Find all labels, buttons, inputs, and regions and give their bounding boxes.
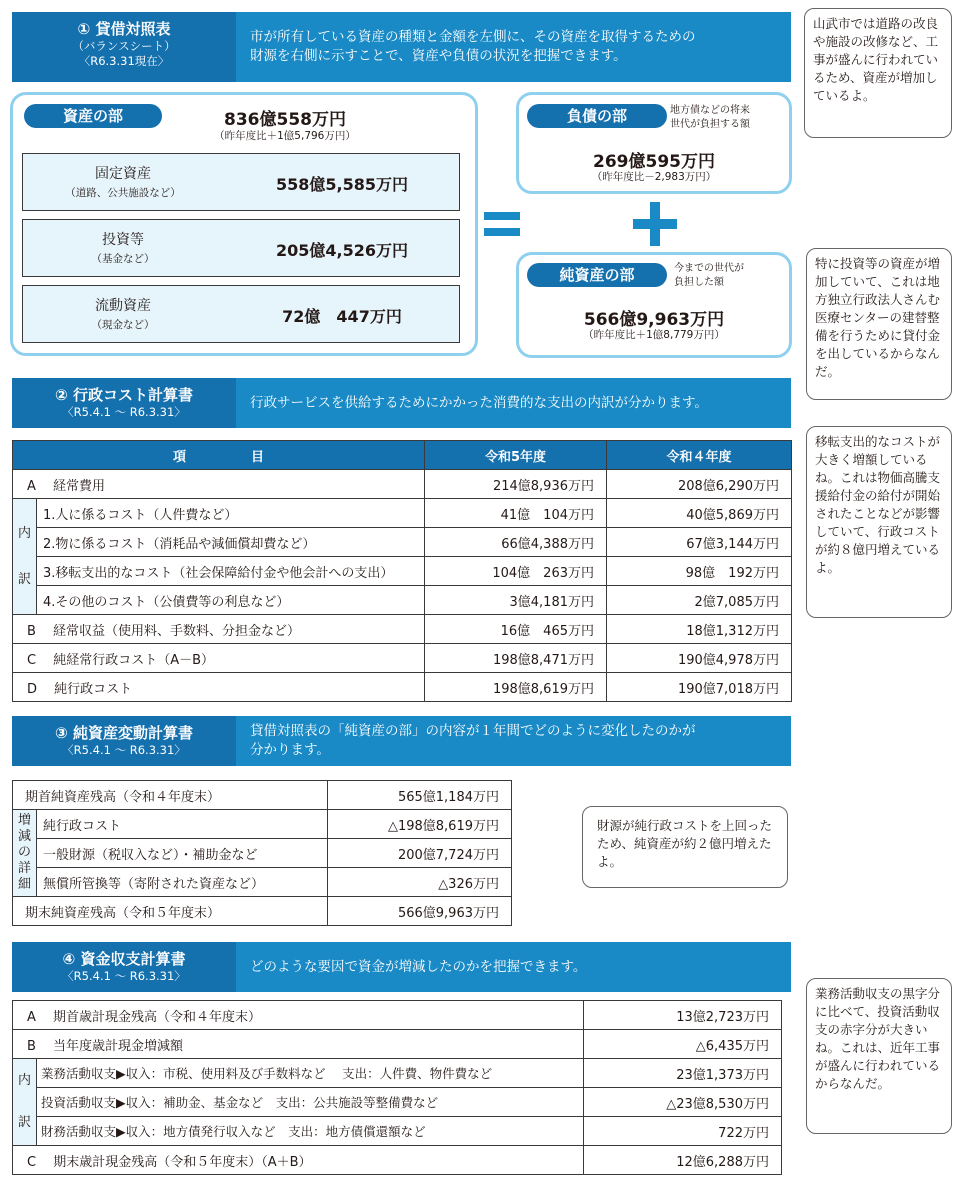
section3-title-block: [12, 716, 236, 766]
section3-period: 〈R5.4.1 ～ R6.3.31〉: [62, 743, 186, 757]
section3-description: 貸借対照表の「純資産の部」の内容が１年間でどのように変化したのかが 分かります。: [250, 723, 696, 758]
comment-bubble-assets: 山武市では道路の改良や施設の改修など、工事が盛んに行われているため、資産が増加しているよ。: [804, 8, 952, 138]
table-row: 2.物に係るコスト（消耗品や減価償却費など） 66億4,388万円 67億3,144万円: [13, 528, 792, 557]
asset-row-investments: 投資等 （基金など） 205億4,526万円: [22, 219, 460, 277]
net-assets-total: 566億9,963万円: [583, 310, 725, 330]
section4-period: 〈R5.4.1 ～ R6.3.31〉: [62, 969, 186, 983]
table-row: 投資活動収支▶収入：補助金、基金など 支出：公共施設等整備費など △23億8,530万円: [13, 1088, 782, 1117]
cash-flow-table: [12, 1000, 782, 1175]
table-row: 内 訳 業務活動収支▶収入：市税、使用料及び手数料など 支出：人件費、物件費など 23億1,373万円: [13, 1059, 782, 1088]
col-r5-header: 令和5年度: [425, 441, 607, 470]
table-row: B 当年度歳計現金増減額 △6,435万円: [13, 1030, 782, 1059]
net-assets-label: 純資産の部: [527, 263, 667, 287]
table-row: C 純経常行政コスト（A－B） 198億8,471万円 190億4,978万円: [13, 644, 792, 673]
section1-title: ① 貸借対照表: [77, 20, 171, 38]
assets-total: 836億558万円: [224, 110, 346, 130]
net-assets-change-table: [12, 780, 512, 926]
table-row: 一般財源（税収入など）・補助金など 200億7,724万円: [13, 839, 512, 868]
liabilities-total: 269億595万円: [593, 152, 715, 172]
table-row: 4.その他のコスト（公債費等の利息など） 3億4,181万円 2億7,085万円: [13, 586, 792, 615]
liabilities-note: 地方債などの将来 世代が負担する額: [670, 105, 750, 130]
section2-description: 行政サービスを供給するためにかかった消費的な支出の内訳が分かります。: [250, 395, 708, 411]
table-row: 財務活動収支▶収入：地方債発行収入など 支出：地方債償還額など 722万円: [13, 1117, 782, 1146]
table-row: A 経常費用 214億8,936万円 208億6,290万円: [13, 470, 792, 499]
col-r4-header: 令和４年度: [607, 441, 792, 470]
table-row: 増 減 の 詳 細 純行政コスト △198億8,619万円: [13, 810, 512, 839]
section2-title: ② 行政コスト計算書: [55, 386, 193, 404]
table-row: 無償所管換等（寄附された資産など） △326万円: [13, 868, 512, 897]
equals-sign-top: [484, 212, 520, 220]
liabilities-label: 負債の部: [527, 104, 667, 128]
table-row: 期首純資産残高（令和４年度末） 565億1,184万円: [13, 781, 512, 810]
section4-title-block: [12, 942, 236, 992]
cash-breakdown-label: 内 訳: [13, 1059, 37, 1146]
asset-row-current: 流動資産 （現金など） 72億 447万円: [22, 285, 460, 343]
section2-period: 〈R5.4.1 ～ R6.3.31〉: [62, 405, 186, 419]
table-row: 内 訳 1.人に係るコスト（人件費など） 41億 104万円 40億5,869万円: [13, 499, 792, 528]
table-row: 3.移転支出的なコスト（社会保障給付金や他会計への支出） 104億 263万円 98億 192万円: [13, 557, 792, 586]
liabilities-diff: （昨年度比－2,983万円）: [591, 171, 717, 183]
section1-date: 〈R6.3.31現在〉: [78, 54, 170, 68]
net-assets-diff: （昨年度比＋1億8,779万円）: [583, 329, 725, 341]
change-detail-label: 増 減 の 詳 細: [13, 810, 37, 897]
section1-subtitle: （バランスシート）: [72, 39, 176, 53]
comment-bubble-net-assets: 財源が純行政コストを上回ったため、純資産が約２億円増えたよ。: [582, 806, 788, 888]
section4-description: どのような要因で資金が増減したのかを把握できます。: [250, 959, 587, 975]
net-assets-note: 今までの世代が 負担した額: [674, 263, 744, 288]
plus-sign-vertical: [650, 202, 660, 246]
section1-description: 市が所有している資産の種類と金額を左側に、その資産を取得するための 財源を右側に示すことで、資産や負債の状況を把握できます。: [250, 29, 696, 64]
table-row: C 期末歳計現金残高（令和５年度末）（A＋B） 12億6,288万円: [13, 1146, 782, 1175]
table-row: 期末純資産残高（令和５年度末） 566億9,963万円: [13, 897, 512, 926]
comment-bubble-investments: 特に投資等の資産が増加していて、これは地方独立行政法人さんむ医療センターの建替整備を行うために貸付金を出しているからなんだ。: [806, 248, 952, 400]
comment-bubble-transfer-costs: 移転支出的なコストが大きく増額しているね。これは物価高騰支援給付金の給付が開始されたことなどが影響していて、行政コストが約８億円増えているよ。: [806, 426, 952, 618]
col-item-header: 項 目: [13, 441, 425, 470]
admin-cost-table: [12, 440, 792, 702]
section4-title: ④ 資金収支計算書: [62, 950, 186, 968]
section1-title-block: [12, 12, 236, 82]
table-row: D 純行政コスト 198億8,619万円 190億7,018万円: [13, 673, 792, 702]
assets-diff: （昨年度比＋1億5,796万円）: [214, 130, 356, 142]
table-row: A 期首歳計現金残高（令和４年度末） 13億2,723万円: [13, 1001, 782, 1030]
breakdown-label: 内 訳: [13, 499, 37, 615]
section2-title-block: [12, 378, 236, 428]
assets-label: 資産の部: [24, 104, 162, 128]
equals-sign-bottom: [484, 228, 520, 236]
asset-row-fixed: 固定資産 （道路、公共施設など） 558億5,585万円: [22, 153, 460, 211]
table-row: B 経常収益（使用料、手数料、分担金など） 16億 465万円 18億1,312万円: [13, 615, 792, 644]
section3-title: ③ 純資産変動計算書: [55, 724, 193, 742]
comment-bubble-cash-flow: 業務活動収支の黒字分に比べて、投資活動収支の赤字分が大きいね。これは、近年工事が盛んに行われているからなんだ。: [806, 978, 952, 1134]
